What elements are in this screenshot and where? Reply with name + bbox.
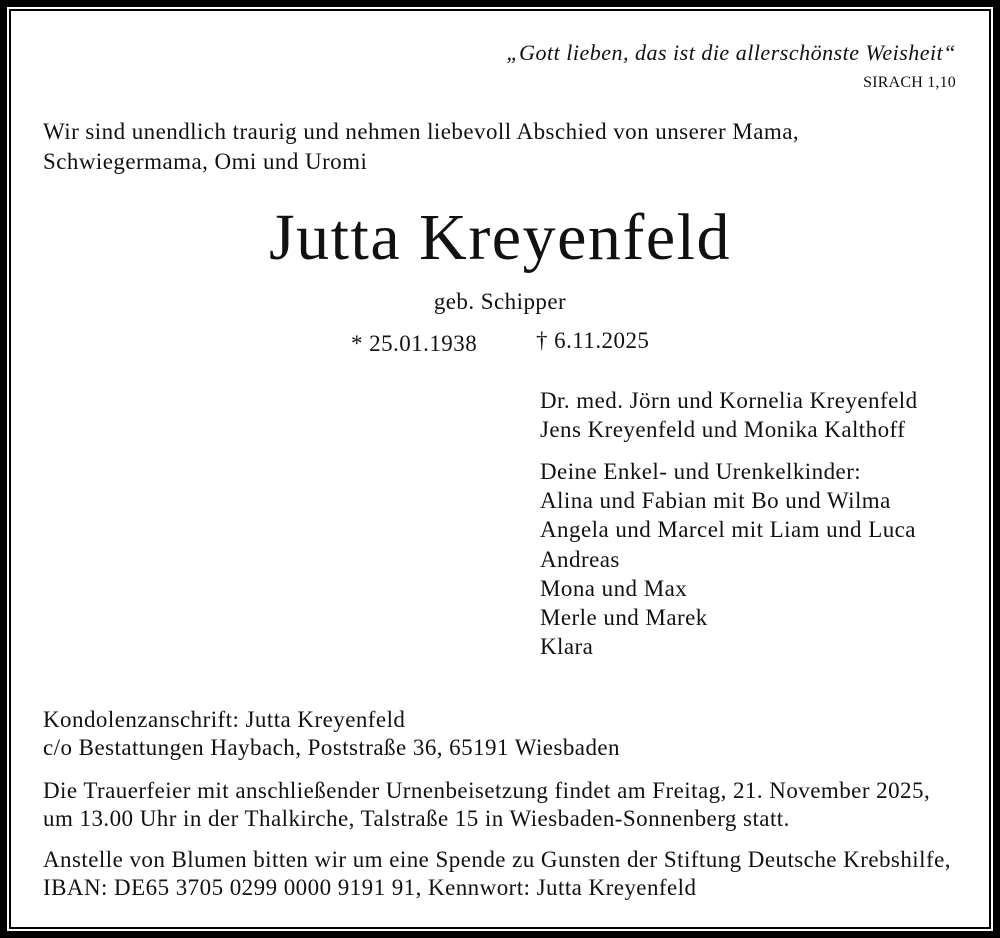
condolence-address: c/o Bestattungen Haybach, Poststraße 36, 65191 Wiesbaden [43,735,621,760]
family-member: Jens Kreyenfeld und Monika Kalthoff [540,417,906,442]
funeral-info: Die Trauerfeier mit anschließender Urnenbeisetzung findet am Freitag, 21. November 2025, [43,778,931,803]
death-date: † 6.11.2025 [536,328,650,353]
deceased-name: Jutta Kreyenfeld [269,201,731,274]
maiden-name: geb. Schipper [433,289,567,314]
grandchildren-heading: Deine Enkel- und Urenkelkinder: [540,459,862,484]
grandchild: Alina und Fabian mit Bo und Wilma [540,488,891,513]
grandchild: Mona und Max [540,576,688,601]
funeral-info: um 13.00 Uhr in der Thalkirche, Talstraße 15 in Wiesbaden-Sonnenberg statt. [43,806,790,831]
grandchild: Merle und Marek [540,605,708,630]
grandchild: Angela und Marcel mit Liam und Luca [540,517,916,542]
donation-info: Anstelle von Blumen bitten wir um eine Spende zu Gunsten der Stiftung Deutsche Krebshilfe, [43,847,951,872]
bible-quote: „Gott lieben, das ist die allerschönste Weisheit“ [506,40,956,65]
intro-line: Schwiegermama, Omi und Uromi [43,149,368,174]
grandchild: Klara [540,634,594,659]
donation-info: IBAN: DE65 3705 0299 0000 9191 91, Kennwort: Jutta Kreyenfeld [43,875,697,900]
family-member: Dr. med. Jörn und Kornelia Kreyenfeld [540,388,918,413]
condolence-address: Kondolenzanschrift: Jutta Kreyenfeld [43,707,406,732]
birth-date: * 25.01.1938 [351,331,478,356]
intro-line: Wir sind unendlich traurig und nehmen liebevoll Abschied von unserer Mama, [43,119,800,144]
grandchild: Andreas [540,547,620,572]
quote-source: SIRACH 1,10 [863,74,956,91]
